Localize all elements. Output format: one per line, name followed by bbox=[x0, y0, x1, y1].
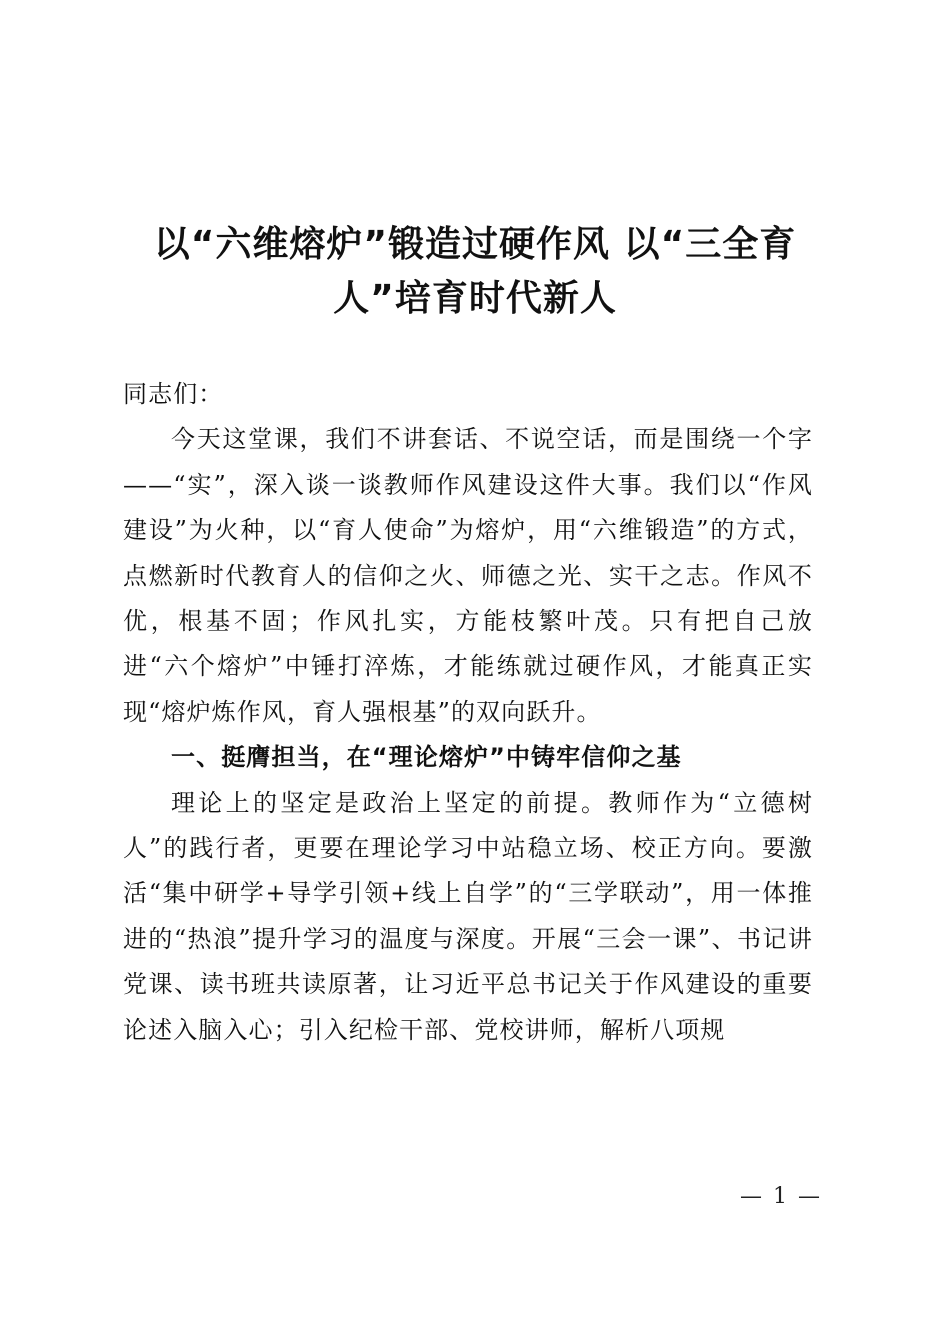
title-line-1: 以“六维熔炉”锻造过硬作风 以“三全育 bbox=[153, 224, 797, 265]
section-paragraph: 理论上的坚定是政治上坚定的前提。教师作为“立德树人”的践行者，更要在理论学习中站稳立场、校正方向。要激活“集中研学+导学引领+线上自学”的“三学联动”，用一体推进的“热浪”提升学习的温度与深度。开展“三会一课”、书记讲党课、读书班共读原著，让习近平总书记关于作风建设的重要论述入脑入心；引入纪检干部、党校讲师，解析八项规 bbox=[123, 788, 813, 1044]
document-title bbox=[120, 218, 830, 326]
title-line-2: 人”培育时代新人 bbox=[333, 278, 617, 319]
intro-paragraph: 今天这堂课，我们不讲套话、不说空话，而是围绕一个字——“实”，深入谈一谈教师作风建设这件大事。我们以“作风建设”为火种，以“育人使命”为熔炉，用“六维锻造”的方式，点燃新时代教育人的信仰之火、师德之光、实干之志。作风不优，根基不固；作风扎实，方能枝繁叶茂。只有把自己放进“六个熔炉”中锤打淬炼，才能练就过硬作风，才能真正实现“熔炉炼作风，育人强根基”的双向跃升。 bbox=[123, 425, 813, 726]
section-heading: 一、挺膺担当，在“理论熔炉”中铸牢信仰之基 bbox=[171, 743, 682, 772]
page-number: — 1 — bbox=[740, 1184, 822, 1209]
salutation: 同志们： bbox=[123, 380, 224, 408]
document-body bbox=[123, 372, 813, 1053]
